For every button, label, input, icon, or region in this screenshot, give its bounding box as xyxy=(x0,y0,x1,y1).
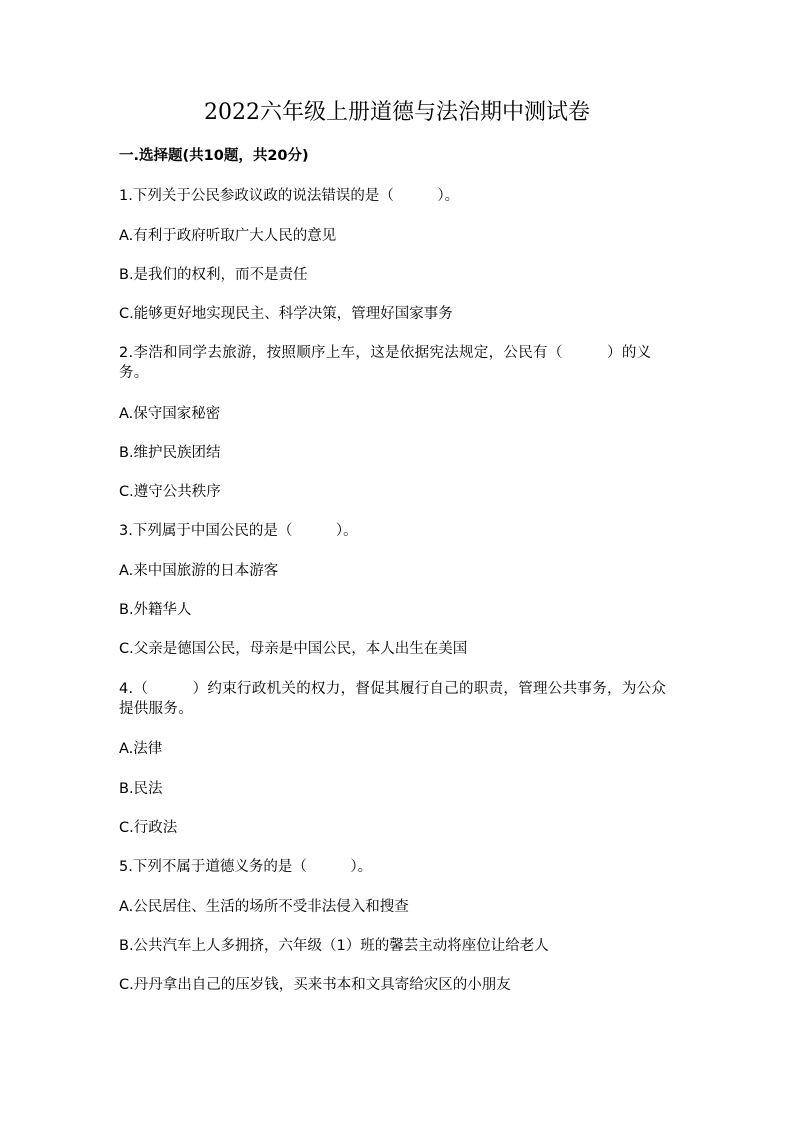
question-1-stem: 1.下列关于公民参政议政的说法错误的是（ ）。 xyxy=(119,188,460,204)
question-2-option-a: A.保守国家秘密 xyxy=(119,406,221,422)
question-5-stem: 5.下列不属于道德义务的是（ ）。 xyxy=(119,859,373,875)
question-2-option-b: B.维护民族团结 xyxy=(119,445,221,461)
question-3-stem: 3.下列属于中国公民的是（ ）。 xyxy=(119,523,358,539)
question-2-option-c: C.遵守公共秩序 xyxy=(119,484,221,500)
page-title: 2022六年级上册道德与法治期中测试卷 xyxy=(204,100,590,125)
question-4-option-c: C.行政法 xyxy=(119,820,178,836)
question-5-option-b: B.公共汽车上人多拥挤，六年级（1）班的馨芸主动将座位让给老人 xyxy=(119,938,549,954)
question-1-option-b: B.是我们的权利，而不是责任 xyxy=(119,267,308,283)
question-1-option-c: C.能够更好地实现民主、科学决策，管理好国家事务 xyxy=(119,306,453,322)
question-5-option-a: A.公民居住、生活的场所不受非法侵入和搜查 xyxy=(119,899,409,915)
question-3-option-c: C.父亲是德国公民，母亲是中国公民，本人出生在美国 xyxy=(119,641,468,657)
section-heading: 一.选择题(共10题，共20分) xyxy=(119,148,309,164)
question-4-stem: 4.（ ）约束行政机关的权力，督促其履行自己的职责，管理公共事务，为公众提供服务。 xyxy=(119,681,667,717)
question-1-option-a: A.有利于政府听取广大人民的意见 xyxy=(119,228,337,244)
question-3-option-a: A.来中国旅游的日本游客 xyxy=(119,563,279,579)
question-5-option-c: C.丹丹拿出自己的压岁钱，买来书本和文具寄给灾区的小朋友 xyxy=(119,977,511,993)
question-3-option-b: B.外籍华人 xyxy=(119,602,192,618)
question-4-option-b: B.民法 xyxy=(119,781,163,797)
question-2-stem: 2.李浩和同学去旅游，按照顺序上车，这是依据宪法规定，公民有（ ）的义务。 xyxy=(119,345,652,381)
question-4-option-a: A.法律 xyxy=(119,741,163,757)
